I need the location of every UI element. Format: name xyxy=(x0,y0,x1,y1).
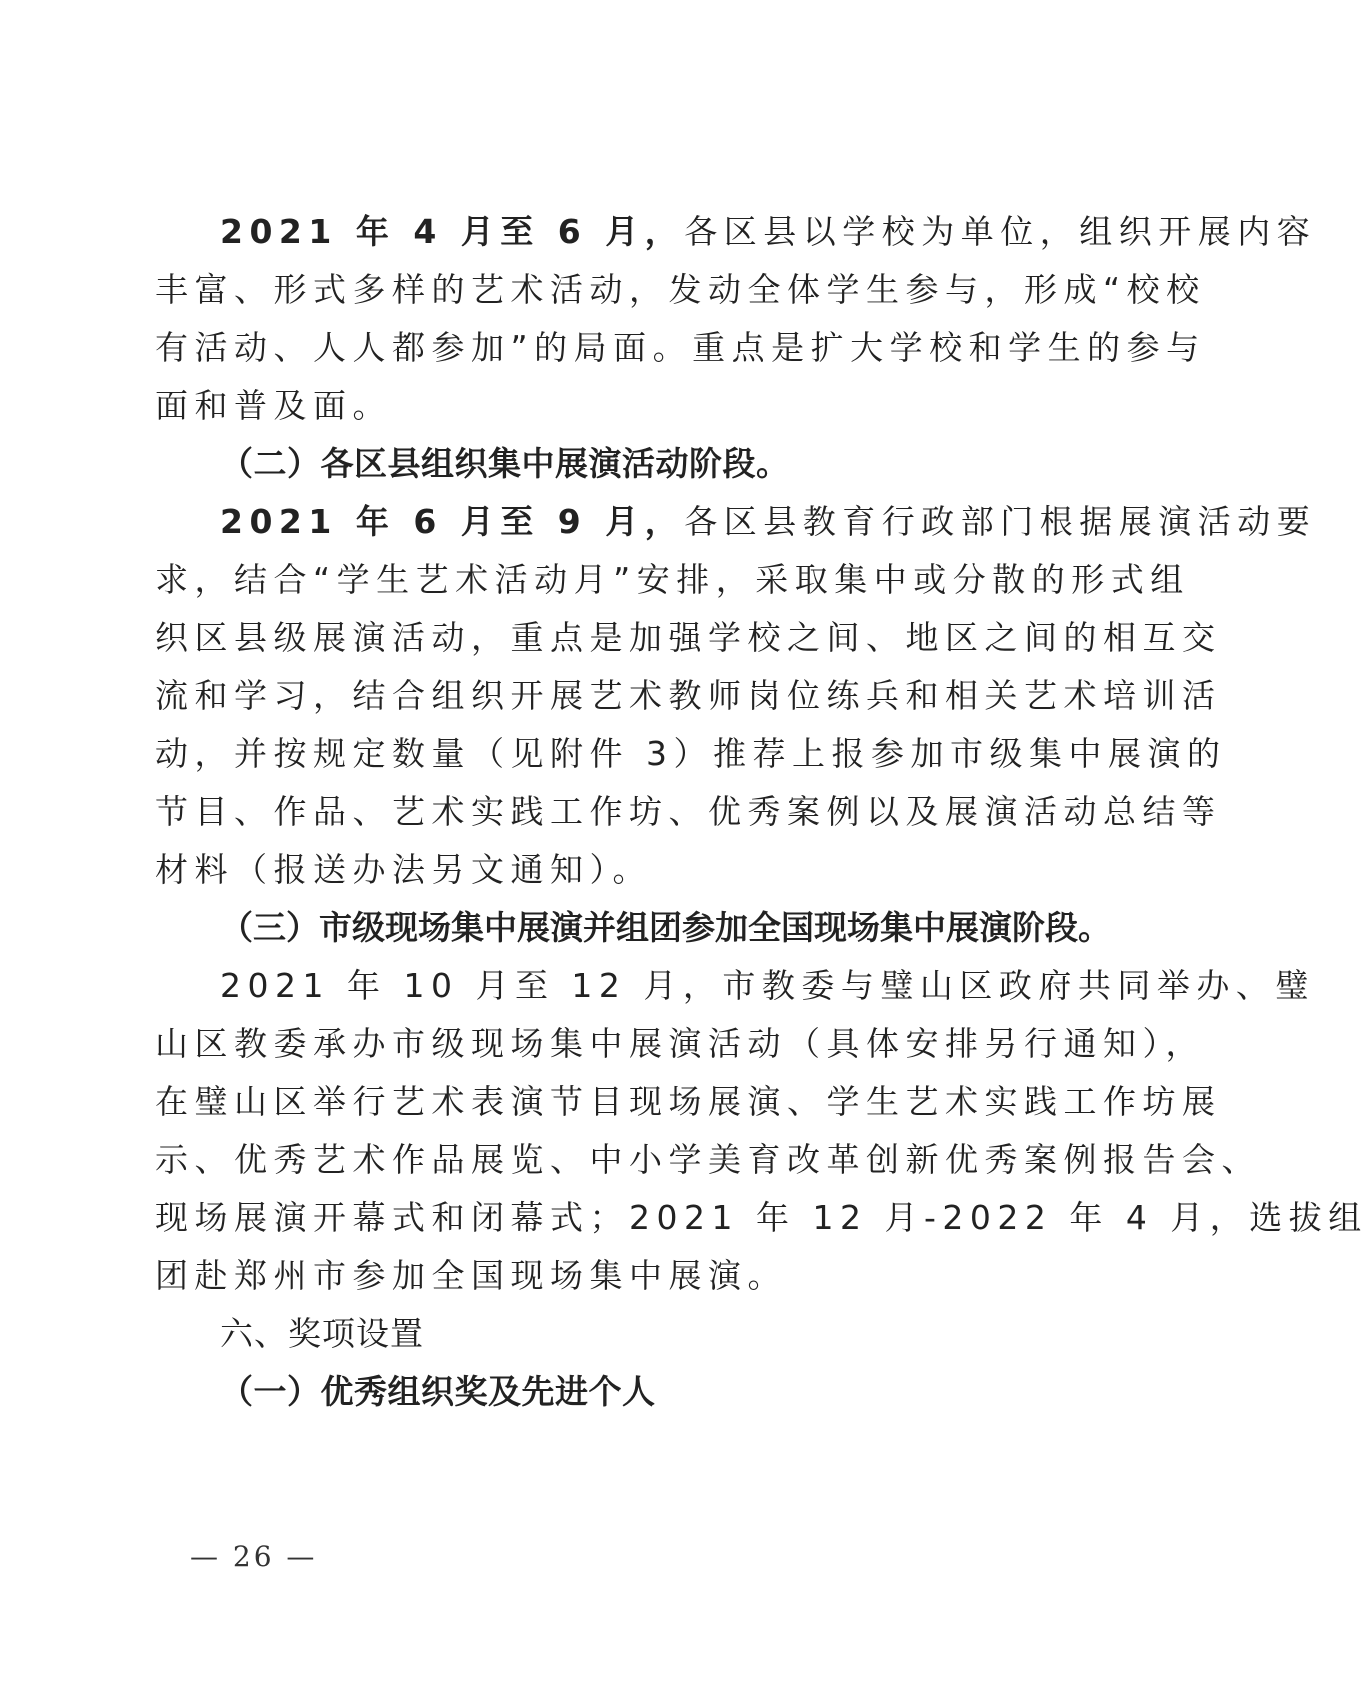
subheading-award-1: （一）优秀组织奖及先进个人 xyxy=(220,1372,656,1411)
paragraph-2-line-4: 流和学习，结合组织开展艺术教师岗位练兵和相关艺术培训活 xyxy=(155,676,1222,715)
paragraph-2-line-7: 材料（报送办法另文通知）。 xyxy=(155,850,652,889)
paragraph-1-line-4: 面和普及面。 xyxy=(155,386,392,425)
paragraph-3-line-3: 在璧山区举行艺术表演节目现场展演、学生艺术实践工作坊展 xyxy=(155,1082,1222,1121)
paragraph-3-line-4: 示、优秀艺术作品展览、中小学美育改革创新优秀案例报告会、 xyxy=(155,1140,1261,1179)
date-range-lead: 2021 年 4 月至 6 月， xyxy=(220,212,685,251)
paragraph-3-line-1: 2021 年 10 月至 12 月，市教委与璧山区政府共同举办、璧 xyxy=(220,966,1315,1005)
paragraph-2-line-3: 织区县级展演活动，重点是加强学校之间、地区之间的相互交 xyxy=(155,618,1222,657)
date-range-lead: 2021 年 6 月至 9 月， xyxy=(220,502,685,541)
paragraph-1-line-3: 有活动、人人都参加”的局面。重点是扩大学校和学生的参与 xyxy=(155,328,1206,367)
subheading-stage-2: （二）各区县组织集中展演活动阶段。 xyxy=(220,444,790,483)
page-number: — 26 — xyxy=(190,1540,318,1573)
paragraph-1-line-2: 丰富、形式多样的艺术活动，发动全体学生参与，形成“校校 xyxy=(155,270,1206,309)
subheading-stage-3: （三）市级现场集中展演并组团参加全国现场集中展演阶段。 xyxy=(220,908,1111,947)
paragraph-1-line-1: 2021 年 4 月至 6 月，各区县以学校为单位，组织开展内容 xyxy=(220,212,1317,251)
paragraph-3-line-6: 团赴郑州市参加全国现场集中展演。 xyxy=(155,1256,787,1295)
section-heading-awards: 六、奖项设置 xyxy=(220,1314,424,1353)
paragraph-2-line-5: 动，并按规定数量（见附件 3）推荐上报参加市级集中展演的 xyxy=(155,734,1227,773)
paragraph-3-line-5: 现场展演开幕式和闭幕式；2021 年 12 月-2022 年 4 月，选拔组 xyxy=(155,1198,1368,1237)
paragraph-3-line-2: 山区教委承办市级现场集中展演活动（具体安排另行通知）， xyxy=(155,1024,1205,1063)
paragraph-2-line-6: 节目、作品、艺术实践工作坊、优秀案例以及展演活动总结等 xyxy=(155,792,1222,831)
paragraph-2-line-2: 求，结合“学生艺术活动月”安排，采取集中或分散的形式组 xyxy=(155,560,1190,599)
paragraph-2-line-1: 2021 年 6 月至 9 月，各区县教育行政部门根据展演活动要 xyxy=(220,502,1317,541)
